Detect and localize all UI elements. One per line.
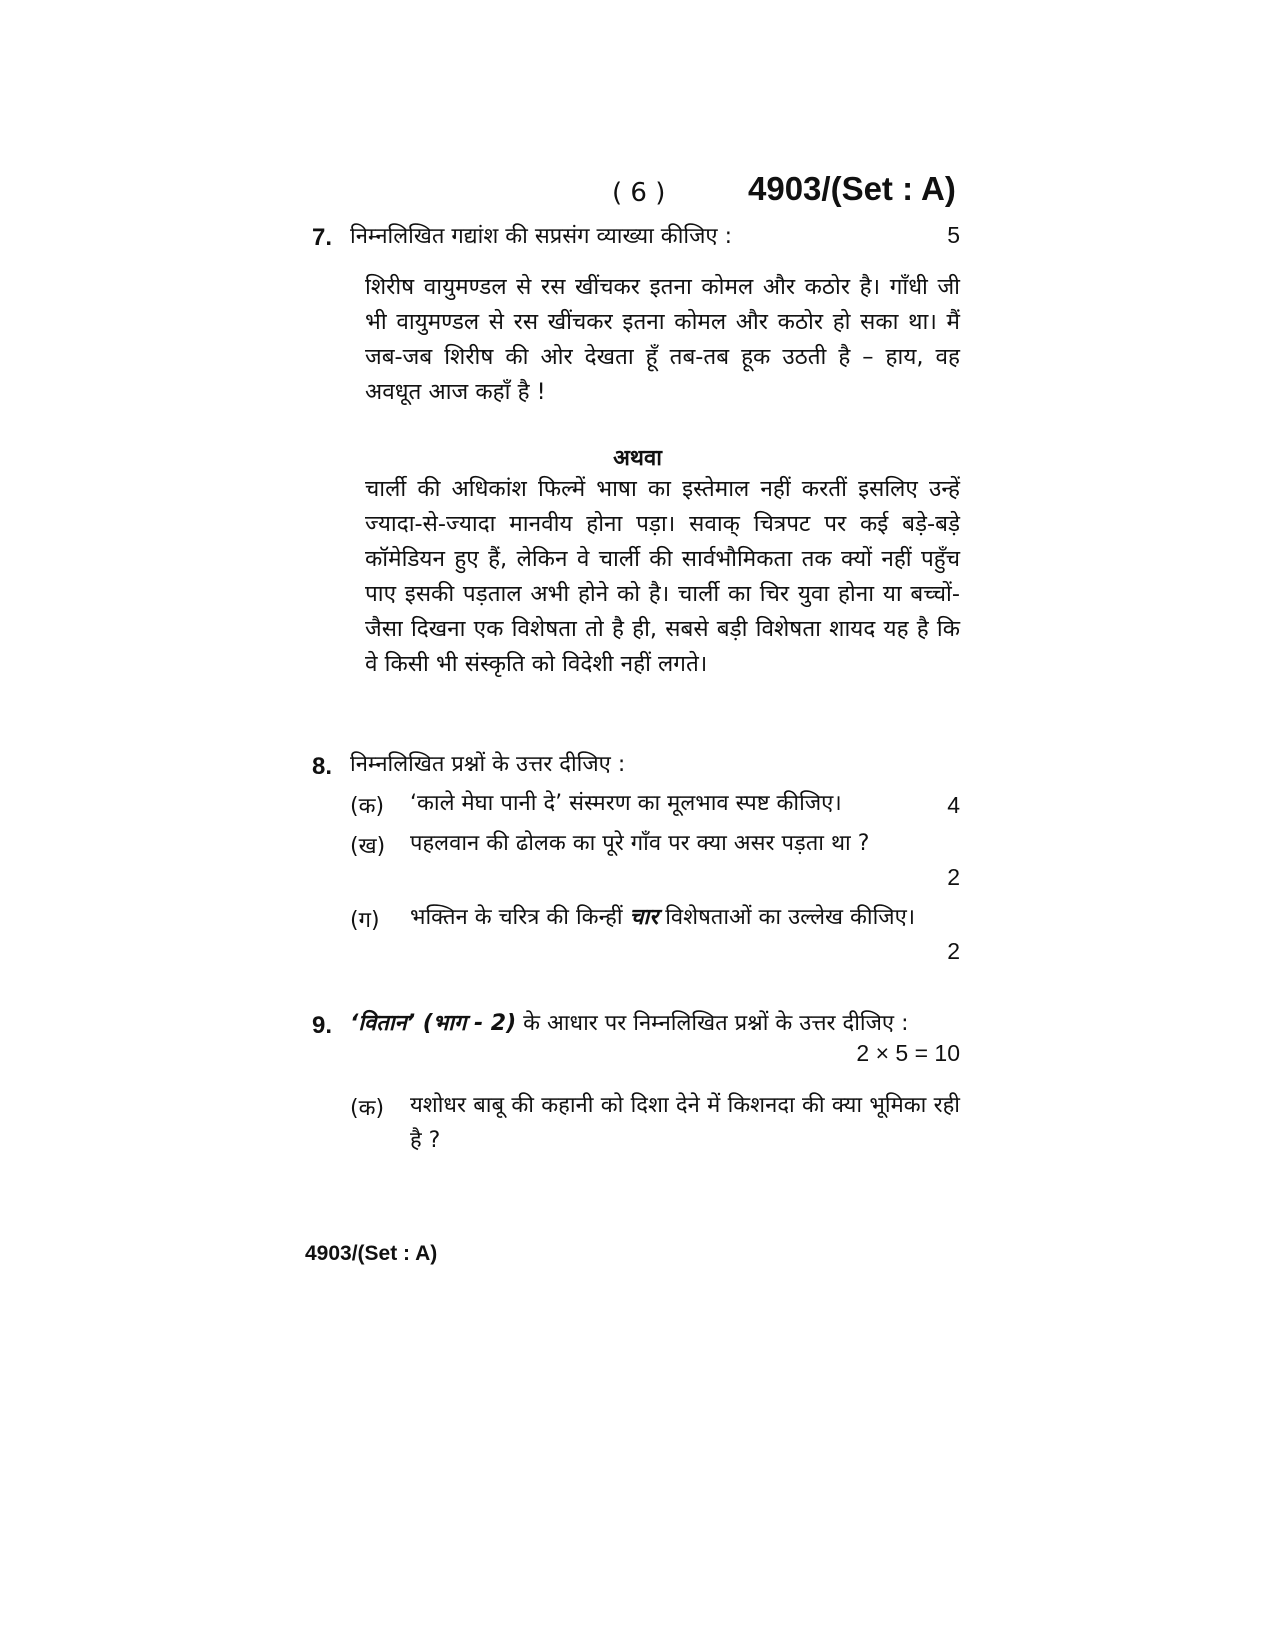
q8a-marks: 4 [947, 792, 960, 818]
q9-marks: 2 × 5 = 10 [856, 1040, 960, 1066]
q9-number: 9. [312, 1012, 333, 1039]
q8-number: 8. [312, 753, 333, 780]
q7-passage-1: शिरीष वायुमण्डल से रस खींचकर इतना कोमल और कठोर है। गाँधी जी भी वायुमण्डल से रस खींचकर इतना कोमल और कठोर हो सका था। मैं जब-जब शिरीष की ओर देखता हूँ तब-तब हूक उठती है – हाय, वह अवधूत आज कहाँ है ! [365, 274, 960, 405]
q8c-text-before: भक्तिन के चरित्र की किन्हीं [410, 905, 623, 930]
q9-book-title: ‘वितान’ (भाग - 2) [350, 1011, 517, 1036]
q8-text: निम्नलिखित प्रश्नों के उत्तर दीजिए : [350, 752, 626, 777]
q8a-label: (क) [350, 794, 385, 819]
q8c-text [410, 900, 960, 935]
q7-passage-2: चार्ली की अधिकांश फिल्में भाषा का इस्तेमाल नहीं करतीं इसलिए उन्हें ज्यादा-से-ज्यादा मानवीय होना पड़ा। सवाक् चित्रपट पर कई बड़े-बड़े कॉमेडियन हुए हैं, लेकिन वे चार्ली की सार्वभौमिकता तक क्यों नहीं पहुँच पाए इसकी पड़ताल अभी होने को है। चार्ली का चिर युवा होना या बच्चों-जैसा दिखना एक विशेषता तो है ही, सबसे बड़ी विशेषता शायद यह है कि वे किसी भी संस्कृति को विदेशी नहीं लगते। [365, 476, 960, 677]
set-code-header: 4903/(Set : A) [748, 170, 956, 207]
or-divider: अथवा [613, 446, 662, 471]
q8a-text: ‘काले मेघा पानी दे’ संस्मरण का मूलभाव स्पष्ट कीजिए। [410, 791, 842, 816]
q7-text: निम्नलिखित गद्यांश की सप्रसंग व्याख्या कीजिए : [350, 224, 732, 249]
q8b-label: (ख) [350, 834, 386, 859]
q9a-label: (क) [350, 1096, 385, 1121]
q7-number: 7. [312, 224, 333, 251]
q8c-label: (ग) [350, 908, 380, 933]
q8c-text-after: विशेषताओं का उल्लेख कीजिए। [665, 905, 916, 930]
q7-marks: 5 [947, 222, 960, 248]
q9a-text: यशोधर बाबू की कहानी को दिशा देने में किशनदा की क्या भूमिका रही है ? [410, 1093, 960, 1153]
q9-text [350, 1006, 960, 1042]
q9-text-body: के आधार पर निम्नलिखित प्रश्नों के उत्तर दीजिए : [523, 1011, 909, 1036]
q8b-text: पहलवान की ढोलक का पूरे गाँव पर क्या असर पड़ता था ? [410, 831, 870, 856]
page-number: ( 6 ) [612, 178, 666, 208]
q8c-emphasis: चार [629, 905, 659, 930]
q8c-marks: 2 [947, 938, 960, 964]
q8b-marks: 2 [947, 864, 960, 890]
set-code-footer: 4903/(Set : A) [305, 1242, 438, 1265]
